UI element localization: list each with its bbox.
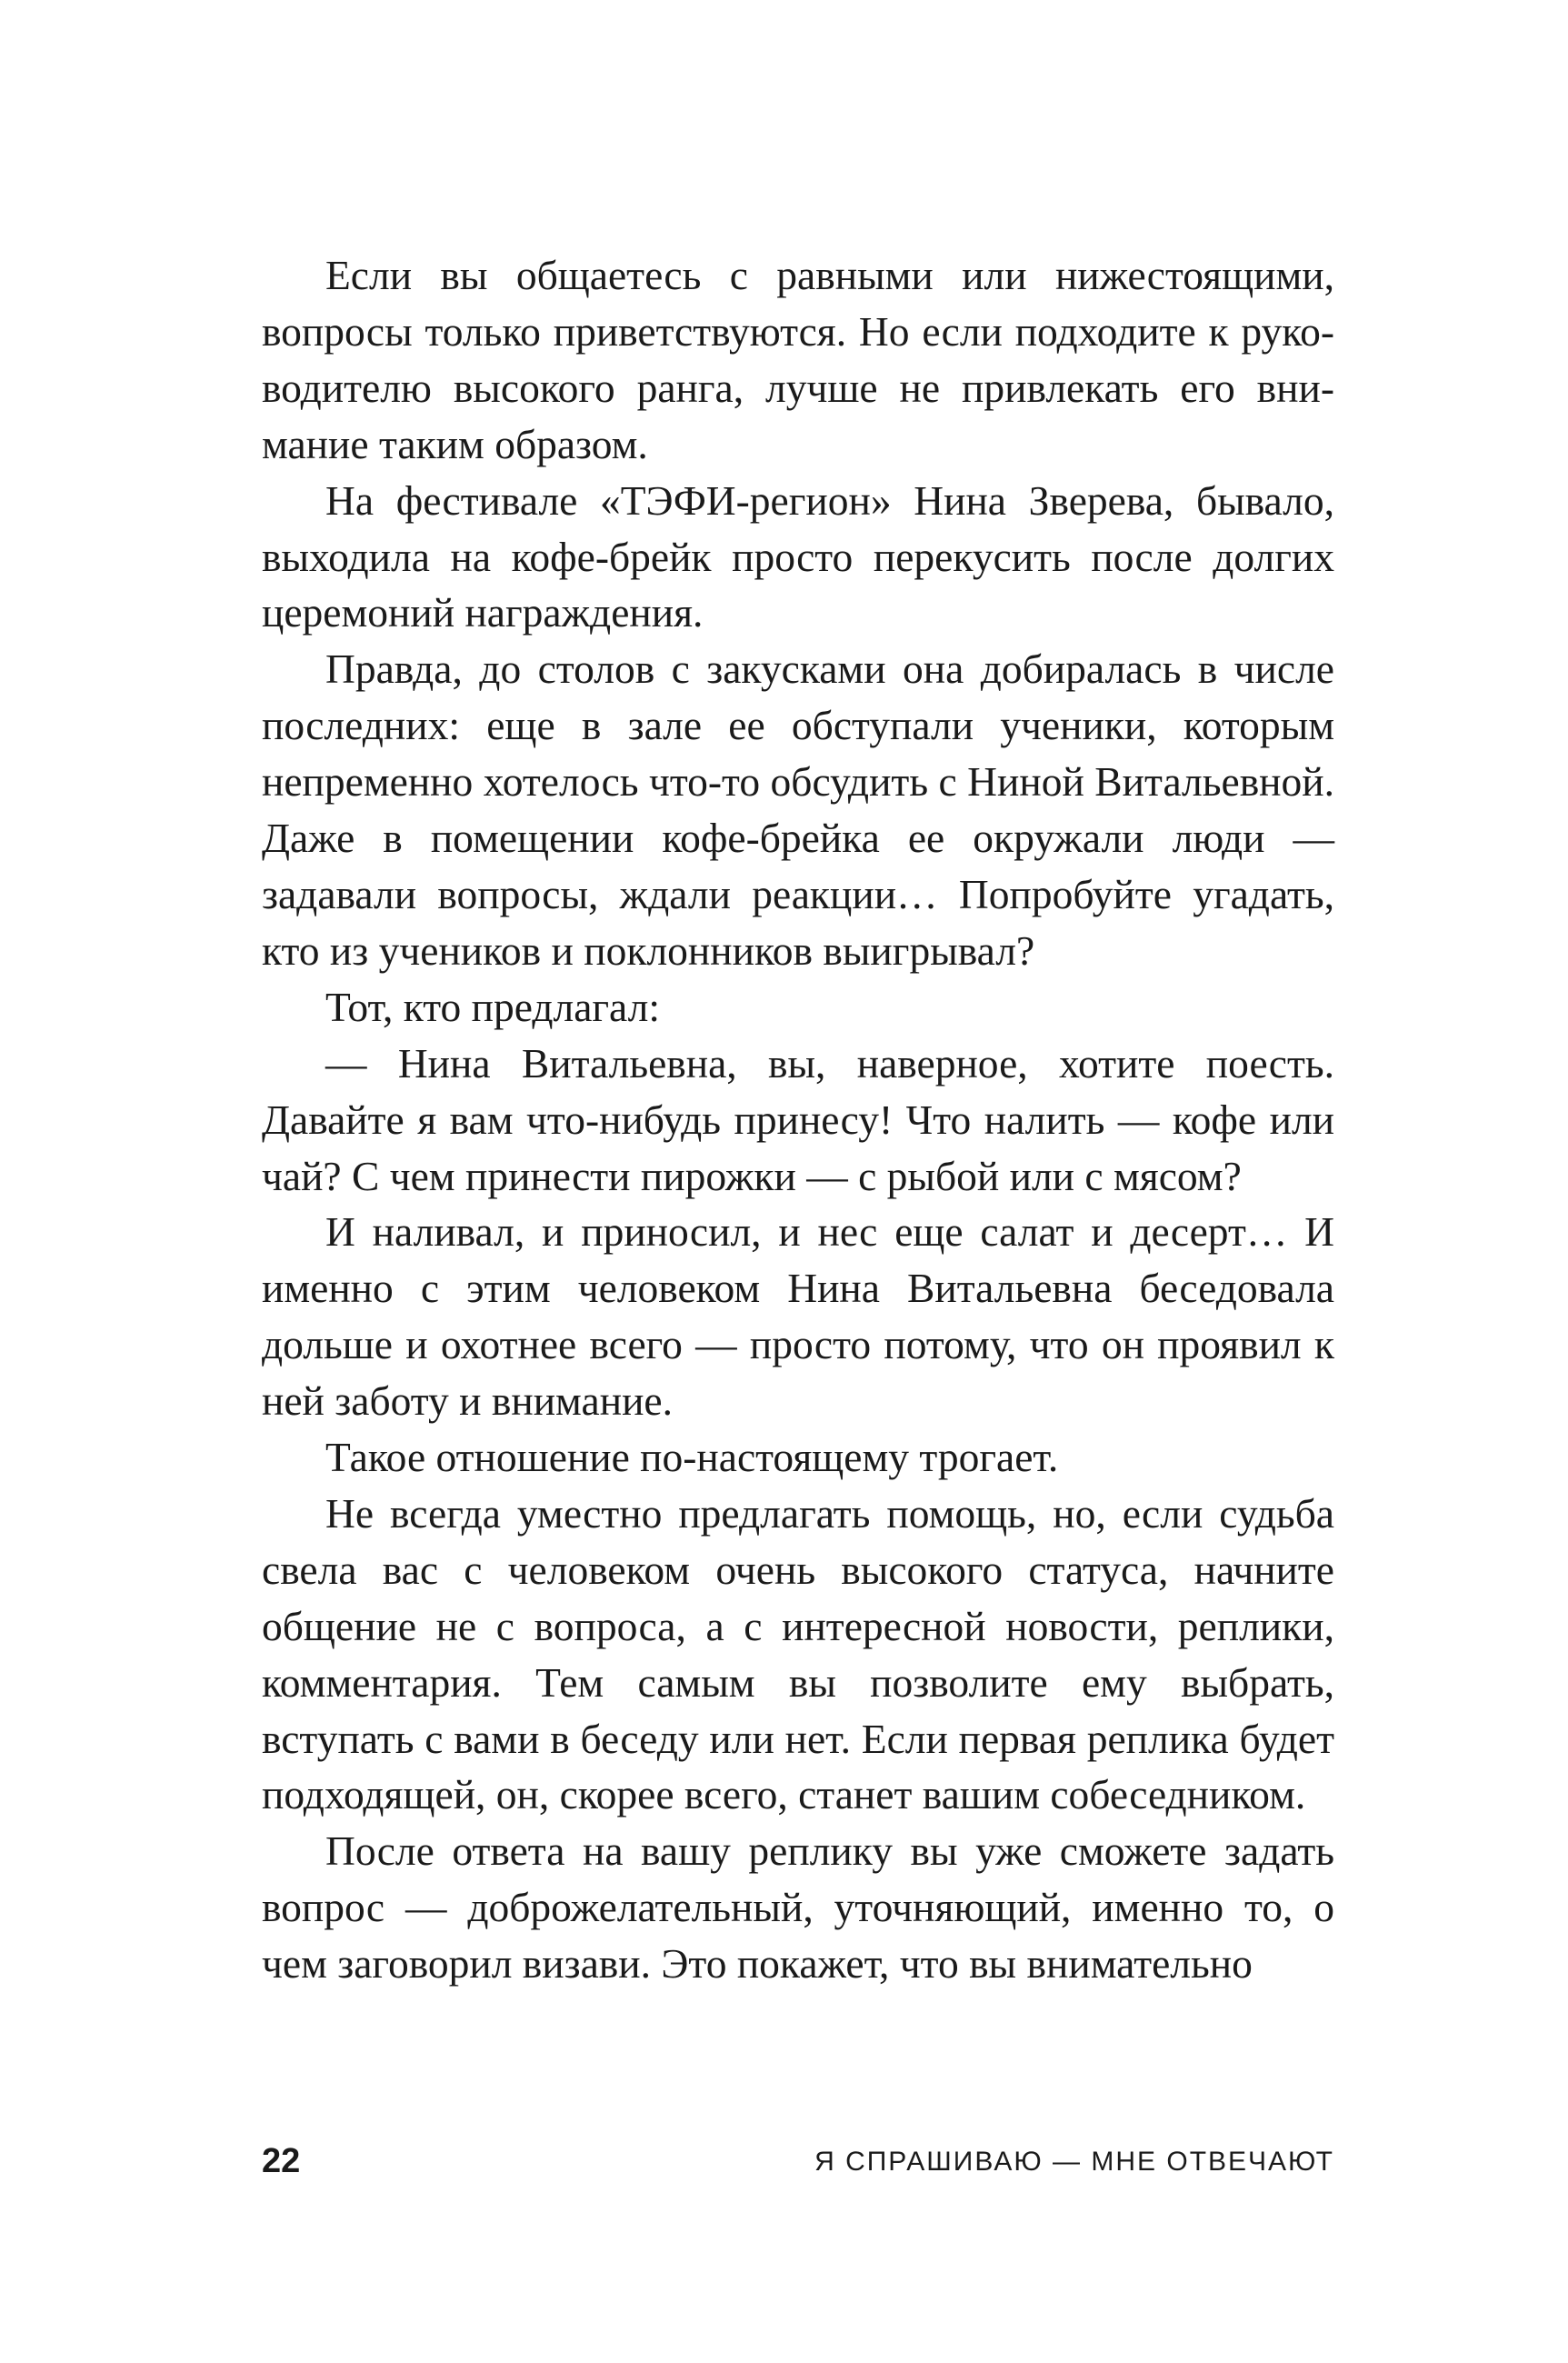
paragraph-9: После ответа на вашу реплику вы уже сможете задать вопрос — доброжелательный, уточняющий, именно то, о чем заговорил визави. Это покажет, что вы внимательно — [262, 1827, 1334, 1988]
page-number: 22 — [262, 2142, 301, 2180]
paragraph-4: Тот, кто предлагал: — [325, 983, 660, 1030]
paragraph-8: Не всегда уместно предлагать помощь, но, если судьба свела вас с человеком очень высокого статуса, начните общение не с вопроса, а с интересной новости, реплики, комментария. Тем самым вы позволите ему выбрать, вступать с вами в беседу или нет. Если первая реплика будет подходящей, он, скорее всего, станет вашим собеседником. — [262, 1489, 1334, 1818]
paragraph-7: Такое отношение по-настоящему трогает. — [325, 1434, 1059, 1481]
paragraph-1: Если вы общаетесь с равными или нижестоящими, вопросы только приветствуются. Но если подходите к руководителю высокого ранга, лучше не привлекать его внимание таким образом. — [262, 252, 1334, 467]
page-footer — [262, 2138, 1334, 2193]
body-text — [262, 247, 1334, 1992]
paragraph-5: — Нина Витальевна, вы, наверное, хотите поесть. Давайте я вам что-нибудь принесу! Что налить — кофе или чай? С чем принести пирожки — с рыбой или с мясом? — [262, 1039, 1334, 1199]
paragraph-6: И наливал, и приносил, и нес еще салат и десерт… И именно с этим человеком Нина Витальевна беседовала дольше и охотнее всего — просто потому, что он проявил к ней заботу и внимание. — [262, 1208, 1334, 1425]
running-title: Я СПРАШИВАЮ — МНЕ ОТВЕЧАЮТ — [814, 2147, 1334, 2177]
paragraph-3: Правда, до столов с закусками она добиралась в числе последних: еще в зале ее обступали ученики, которым непременно хотелось что-то обсудить с Ниной Витальевной. Даже в помещении кофе-брейка ее окружали люди — задавали вопросы, ждали реакции… Попробуйте угадать, кто из учеников и поклонников выигрывал? — [262, 646, 1334, 974]
paragraph-2: На фестивале «ТЭФИ-регион» Нина Зверева, бывало, выходила на кофе-брейк просто перекусить после долгих церемоний награждения. — [262, 476, 1334, 636]
